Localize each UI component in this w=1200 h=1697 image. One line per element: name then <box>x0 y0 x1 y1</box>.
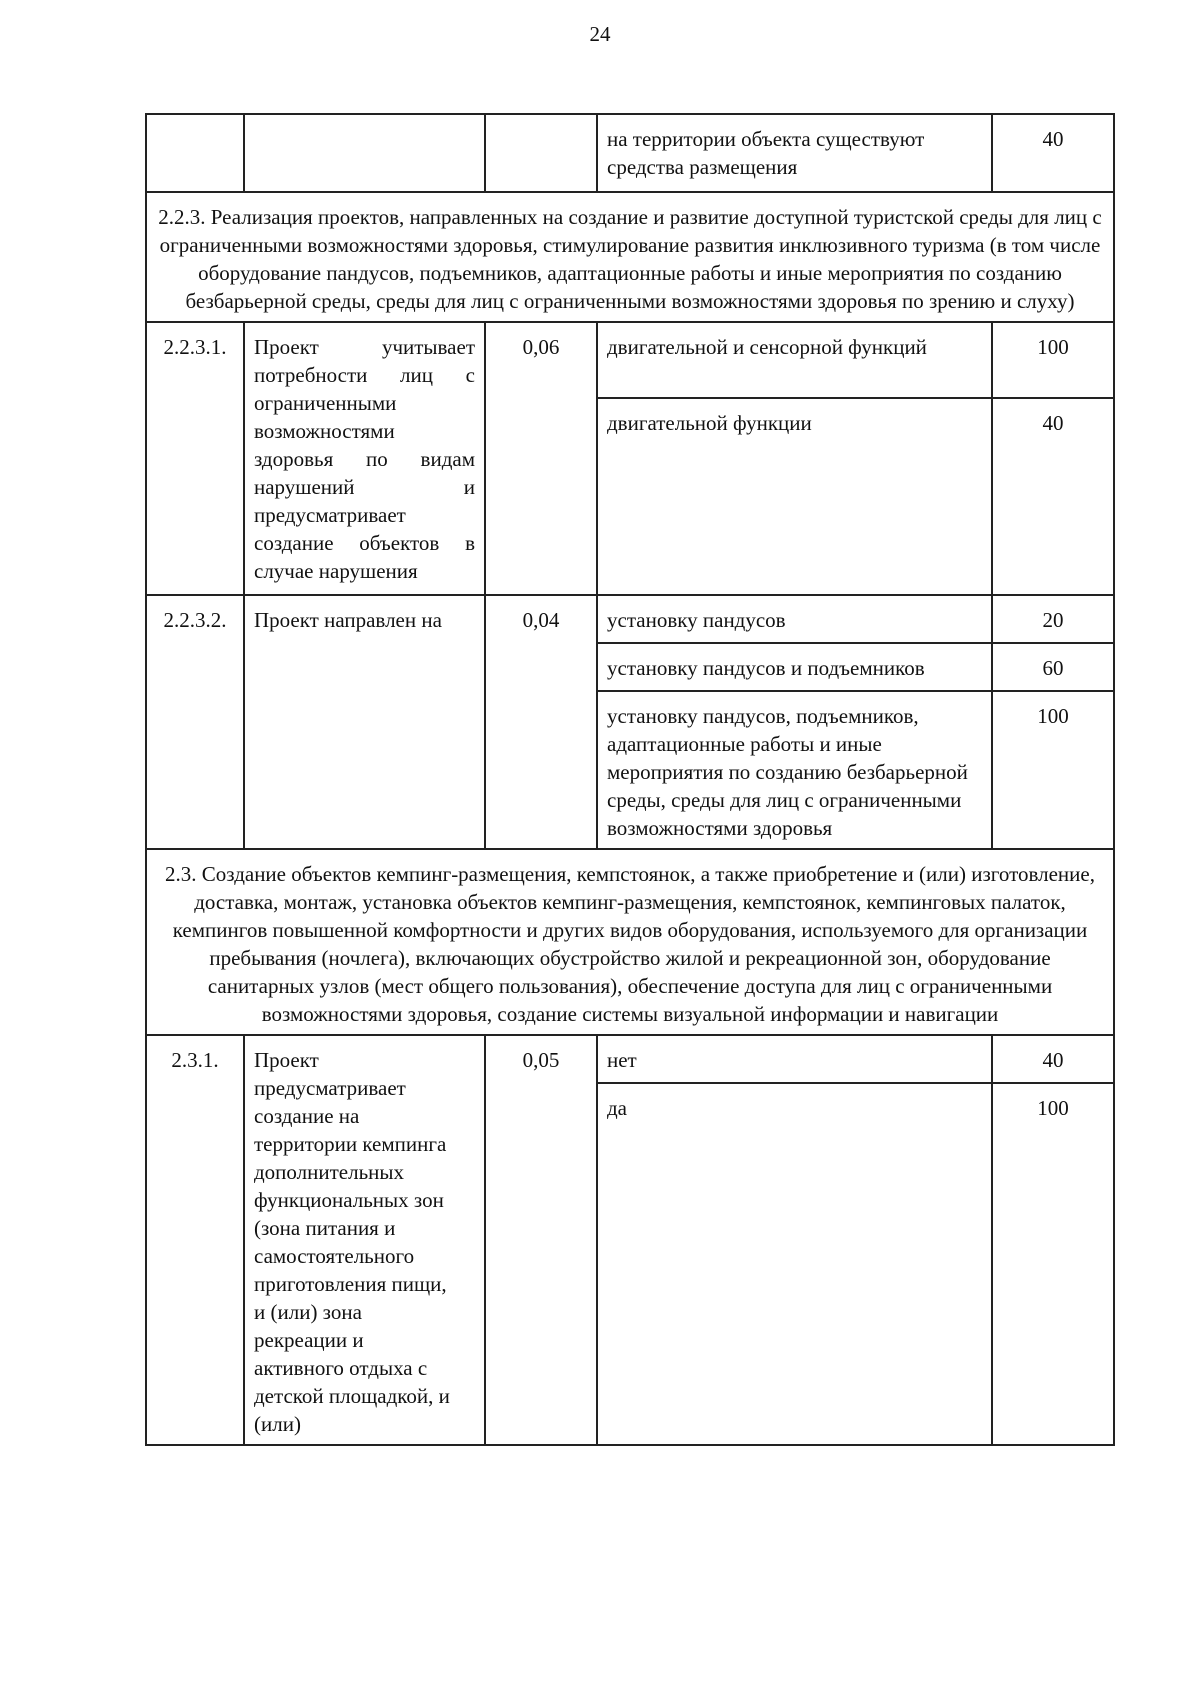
option-cell: двигательной и сенсорной функций <box>597 322 992 398</box>
option-cell: на территории объекта существуют средства размещения <box>597 114 992 192</box>
section-row <box>146 192 1114 322</box>
weight-cell: 0,04 <box>485 595 597 849</box>
criterion-cell: Проект направлен на <box>244 595 485 849</box>
weight-cell: 0,05 <box>485 1035 597 1445</box>
criterion-cell: Проект учитывает потребности лиц с ограниченными возможностями здоровья по видам нарушений и предусматривает создание объектов в случае нарушения <box>244 322 485 595</box>
criterion-cell: Проект предусматривает создание на территории кемпинга дополнительных функциональных зон (зона питания и самостоятельного приготовления пищи, и (или) зона рекреации и активного отдыха с детской площадкой, и (или) <box>244 1035 485 1445</box>
section-heading-2-3: 2.3. Создание объектов кемпинг-размещения, кемпстоянок, а также приобретение и (или) изготовление, доставка, монтаж, установка объектов кемпинг-размещения, кемпстоянок, кемпинговых палаток, кемпингов повышенной комфортности и других видов оборудования, используемого для организации пребывания (ночлега), включающих обустройство жилой и рекреационной зон, оборудование санитарных узлов (мест общего пользования), обеспечение доступа для лиц с ограниченными возможностями здоровья, создание системы визуальной информации и навигации <box>146 849 1114 1035</box>
score-cell: 100 <box>992 322 1114 398</box>
score-cell: 40 <box>992 114 1114 192</box>
section-heading-2-2-3: 2.2.3. Реализация проектов, направленных на создание и развитие доступной туристской среды для лиц с ограниченными возможностями здоровья, стимулирование развития инклюзивного туризма (в том числе оборудование пандусов, подъемников, адаптационные работы и иные мероприятия по созданию безбарьерной среды, среды для лиц с ограниченными возможностями здоровья по зрению и слуху) <box>146 192 1114 322</box>
table-row <box>146 322 1114 398</box>
weight-cell <box>485 114 597 192</box>
option-cell: да <box>597 1083 992 1445</box>
code-cell: 2.2.3.2. <box>146 595 244 849</box>
table-row <box>146 114 1114 192</box>
score-cell: 100 <box>992 691 1114 849</box>
section-row <box>146 849 1114 1035</box>
score-cell: 20 <box>992 595 1114 643</box>
code-cell <box>146 114 244 192</box>
page-number: 24 <box>589 22 611 46</box>
criteria-table <box>145 113 1115 1446</box>
code-cell: 2.3.1. <box>146 1035 244 1445</box>
table-row <box>146 1035 1114 1083</box>
option-cell: установку пандусов <box>597 595 992 643</box>
table-row <box>146 595 1114 643</box>
code-cell: 2.2.3.1. <box>146 322 244 595</box>
option-cell: двигательной функции <box>597 398 992 595</box>
option-cell: установку пандусов и подъемников <box>597 643 992 691</box>
option-cell: нет <box>597 1035 992 1083</box>
criterion-cell <box>244 114 485 192</box>
weight-cell: 0,06 <box>485 322 597 595</box>
score-cell: 40 <box>992 1035 1114 1083</box>
score-cell: 100 <box>992 1083 1114 1445</box>
score-cell: 60 <box>992 643 1114 691</box>
score-cell: 40 <box>992 398 1114 595</box>
option-cell: установку пандусов, подъемников, адаптационные работы и иные мероприятия по созданию безбарьерной среды, среды для лиц с ограниченными возможностями здоровья <box>597 691 992 849</box>
